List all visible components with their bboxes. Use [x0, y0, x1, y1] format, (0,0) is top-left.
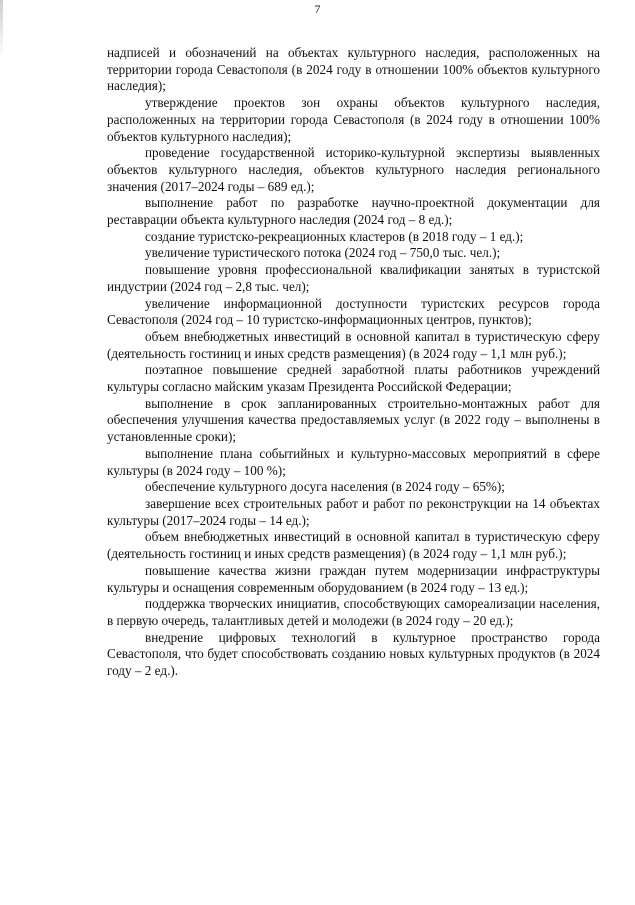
paragraph-construction-works: выполнение в срок запланированных строительно-монтажных работ для обеспечения улучшения качества предоставляемых услуг (в 2022 году – выполнены в установленные сроки);	[107, 395, 600, 445]
paragraph-infrastructure-modernization: повышение качества жизни граждан путем модернизации инфраструктуры культуры и оснащения современным оборудованием (в 2024 году – 13 ед.);	[107, 562, 600, 595]
paragraph-digital-technologies: внедрение цифровых технологий в культурное пространство города Севастополя, что будет способствовать созданию новых культурных продуктов (в 2024 году – 2 ед.).	[107, 629, 600, 679]
paragraph-protection-zones: утверждение проектов зон охраны объектов культурного наследия, расположенных на территории города Севастополя (в 2024 году в отношении 100% объектов культурного наследия);	[107, 95, 600, 144]
paragraph-tourist-flow: увеличение туристического потока (2024 год – 750,0 тыс. чел.);	[145, 245, 501, 261]
paragraph-investment-tourism: объем внебюджетных инвестиций в основной капитал в туристическую сферу (деятельность гостиниц и иных средств размещения) (в 2024 году – 1,1 млн руб.);	[107, 328, 600, 361]
paragraph-investment-repeat: объем внебюджетных инвестиций в основной капитал в туристическую сферу (деятельность гостиниц и иных средств размещения) (в 2024 году – 1,1 млн руб.);	[107, 529, 600, 562]
document-body	[107, 45, 600, 680]
paragraph-cultural-leisure: обеспечение культурного досуга населения (в 2024 году – 65%);	[145, 479, 505, 495]
page-number: 7	[314, 4, 321, 16]
paragraph-salary-increase: поэтапное повышение средней заработной платы работников учреждений культуры согласно майским указам Президента Российской Федерации;	[107, 362, 600, 395]
paragraph-reconstruction: завершение всех строительных работ и работ по реконструкции на 14 объектах культуры (2017–2024 годы – 14 ед.);	[107, 495, 600, 528]
paragraph-cultural-heritage-inscriptions: надписей и обозначений на объектах культурного наследия, расположенных на территории города Севастополя (в 2024 году в отношении 100% объектов культурного наследия);	[107, 45, 600, 94]
paragraph-creative-initiatives: поддержка творческих инициатив, способствующих самореализации населения, в первую очередь, талантливых детей и молодежи (в 2024 году – 20 ед.);	[107, 596, 600, 628]
paragraph-events-plan: выполнение плана событийных и культурно-массовых мероприятий в сфере культуры (в 2024 году – 100 %);	[107, 445, 600, 478]
paragraph-restoration-documentation: выполнение работ по разработке научно-проектной документации для реставрации объекта культурного наследия (2024 год – 8 ед.);	[107, 195, 600, 228]
paragraph-historical-expertise: проведение государственной историко-культурной экспертизы выявленных объектов культурного наследия, объектов культурного наследия регионального значения (2017–2024 годы – 689 ед.);	[107, 145, 600, 194]
paragraph-information-access: увеличение информационной доступности туристских ресурсов города Севастополя (2024 год – 10 туристско-информационных центров, пунктов);	[107, 295, 600, 328]
paragraph-tourist-clusters: создание туристско-рекреационных кластеров (в 2018 году – 1 ед.);	[145, 228, 524, 244]
paragraph-qualification: повышение уровня профессиональной квалификации занятых в туристской индустрии (2024 год – 2,8 тыс. чел);	[107, 262, 600, 294]
